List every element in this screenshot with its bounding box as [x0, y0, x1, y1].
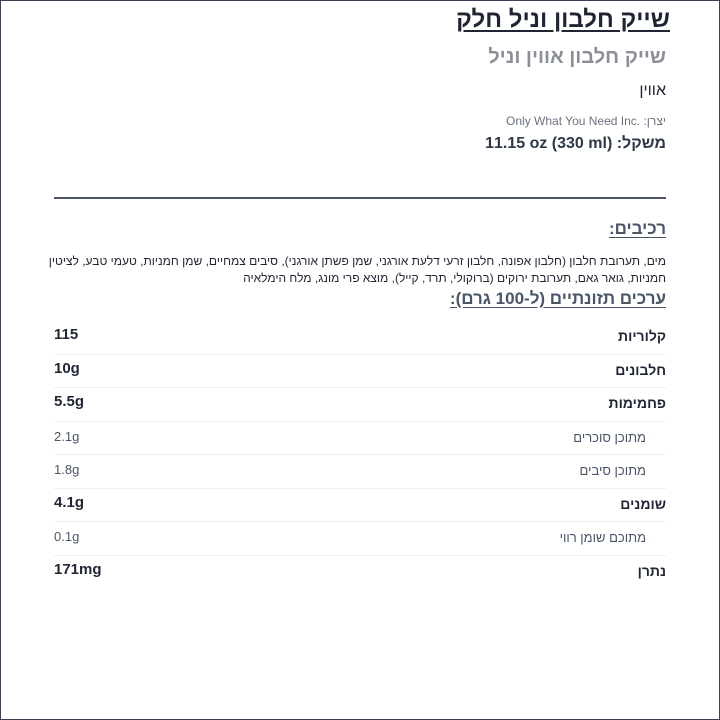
nutrition-row-sugars: [54, 422, 666, 456]
nutrition-label: מתוכן סוכרים: [573, 429, 646, 445]
nutrition-label: פחמימות: [608, 395, 666, 411]
nutrition-value: 5.5g: [54, 393, 85, 410]
nutrition-value: 4.1g: [54, 493, 85, 511]
section-divider: [54, 197, 666, 199]
nutrition-row-carbs: [54, 388, 666, 422]
nutrition-label: שומנים: [620, 495, 666, 512]
nutrition-value: 10g: [54, 359, 80, 377]
weight-label: משקל:: [616, 135, 666, 152]
nutrition-row-saturated-fat: [54, 522, 666, 556]
nutrition-label: חלבונים: [615, 361, 666, 378]
nutrition-value: 2.1g: [54, 428, 80, 444]
ingredients-heading: רכיבים:: [608, 219, 666, 238]
product-subtitle: שייק חלבון אווין וניל: [488, 46, 666, 68]
nutrition-label: מתוכן סיבים: [579, 463, 646, 478]
nutrition-value: 115: [54, 326, 79, 343]
nutrition-label: קלוריות: [618, 328, 666, 344]
nutrition-row-calories: [54, 321, 666, 355]
nutrition-value: 171mg: [54, 560, 102, 578]
weight-line: [485, 135, 666, 153]
nutrition-row-fiber: [54, 455, 666, 489]
nutrition-label: נתרן: [637, 562, 666, 579]
nutrition-value: 0.1g: [54, 529, 80, 544]
ingredients-text: מים, תערובת חלבון (חלבון אפונה, חלבון זרעי דלעת אורגני, שמן פשתן אורגני), סיבים צמחיים, שמן חמניות, טעמי טבע, לציטין חמניות, גואר גאם, תערובת ירוקים (ברוקולי, תרד, קייל), מוצא פרי מונג, מלח הימלאיה: [48, 254, 666, 285]
manufacturer-label: יצרן:: [643, 114, 666, 128]
nutrition-row-fat: [54, 489, 666, 523]
product-title: שייק חלבון וניל חלק: [456, 6, 670, 33]
manufacturer-value: Only What You Need Inc.: [506, 114, 641, 128]
brand-name: אווין: [639, 82, 666, 99]
nutrition-label: מתוכם שומן רווי: [559, 530, 646, 545]
nutrition-table: [54, 321, 666, 588]
nutrition-row-protein: [54, 355, 666, 389]
nutrition-value: 1.8g: [54, 462, 80, 477]
nutrition-row-sodium: [54, 556, 666, 589]
weight-value: 11.15 oz (330 ml): [485, 135, 613, 152]
manufacturer-line: [506, 114, 666, 128]
nutrition-heading: ערכים תזונתיים (ל-100 גרם):: [449, 289, 666, 308]
